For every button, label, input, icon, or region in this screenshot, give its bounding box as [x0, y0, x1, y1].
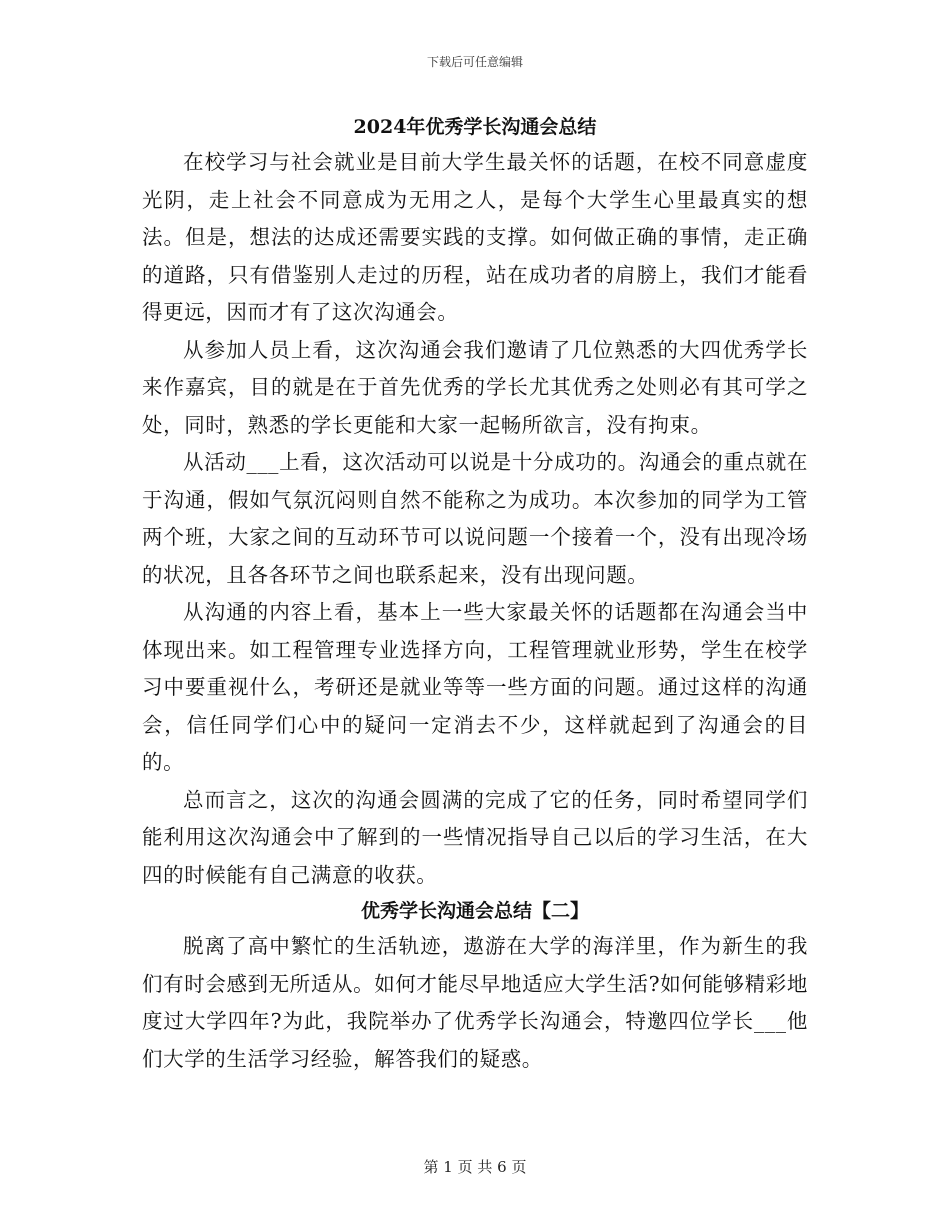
header-note: 下载后可任意编辑: [426, 55, 523, 69]
paragraph: 总而言之，这次的沟通会圆满的完成了它的任务，同时希望同学们能利用这次沟通会中了解到的一些情况指导自己以后的学习生活，在大四的时候能有自己满意的收获。: [142, 787, 808, 887]
paragraph: 从沟通的内容上看，基本上一些大家最关怀的话题都在沟通会当中体现出来。如工程管理专业选择方向，工程管理就业形势，学生在校学习中要重视什么，考研还是就业等等一些方面的问题。通过这样的沟通会，信任同学们心中的疑问一定消去不少，这样就起到了沟通会的目的。: [142, 600, 808, 774]
section-title: 优秀学长沟通会总结【二】: [360, 900, 589, 922]
paragraph: 在校学习与社会就业是目前大学生最关怀的话题，在校不同意虚度光阴，走上社会不同意成为无用之人，是每个大学生心里最真实的想法。但是，想法的达成还需要实践的支撑。如何做正确的事情，走正确的道路，只有借鉴别人走过的历程，站在成功者的肩膀上，我们才能看得更远，因而才有了这次沟通会。: [142, 150, 808, 324]
document-body: [142, 112, 808, 1078]
page-number: 第 1 页 共 6 页: [423, 1158, 527, 1176]
paragraph: 从活动___上看，这次活动可以说是十分成功的。沟通会的重点就在于沟通，假如气氛沉闷则自然不能称之为成功。本次参加的同学为工管两个班，大家之间的互动环节可以说问题一个接着一个，没有出现冷场的状况，且各各环节之间也联系起来，没有出现问题。: [142, 450, 808, 587]
paragraph: 脱离了高中繁忙的生活轨迹，遨游在大学的海洋里，作为新生的我们有时会感到无所适从。如何才能尽早地适应大学生活?如何能够精彩地度过大学四年?为此，我院举办了优秀学长沟通会，特邀四位学长___他们大学的生活学习经验，解答我们的疑惑。: [142, 934, 808, 1071]
document-title: 2024年优秀学长沟通会总结: [353, 116, 597, 138]
paragraph: 从参加人员上看，这次沟通会我们邀请了几位熟悉的大四优秀学长来作嘉宾，目的就是在于首先优秀的学长尤其优秀之处则必有其可学之处，同时，熟悉的学长更能和大家一起畅所欲言，没有拘束。: [142, 337, 808, 437]
